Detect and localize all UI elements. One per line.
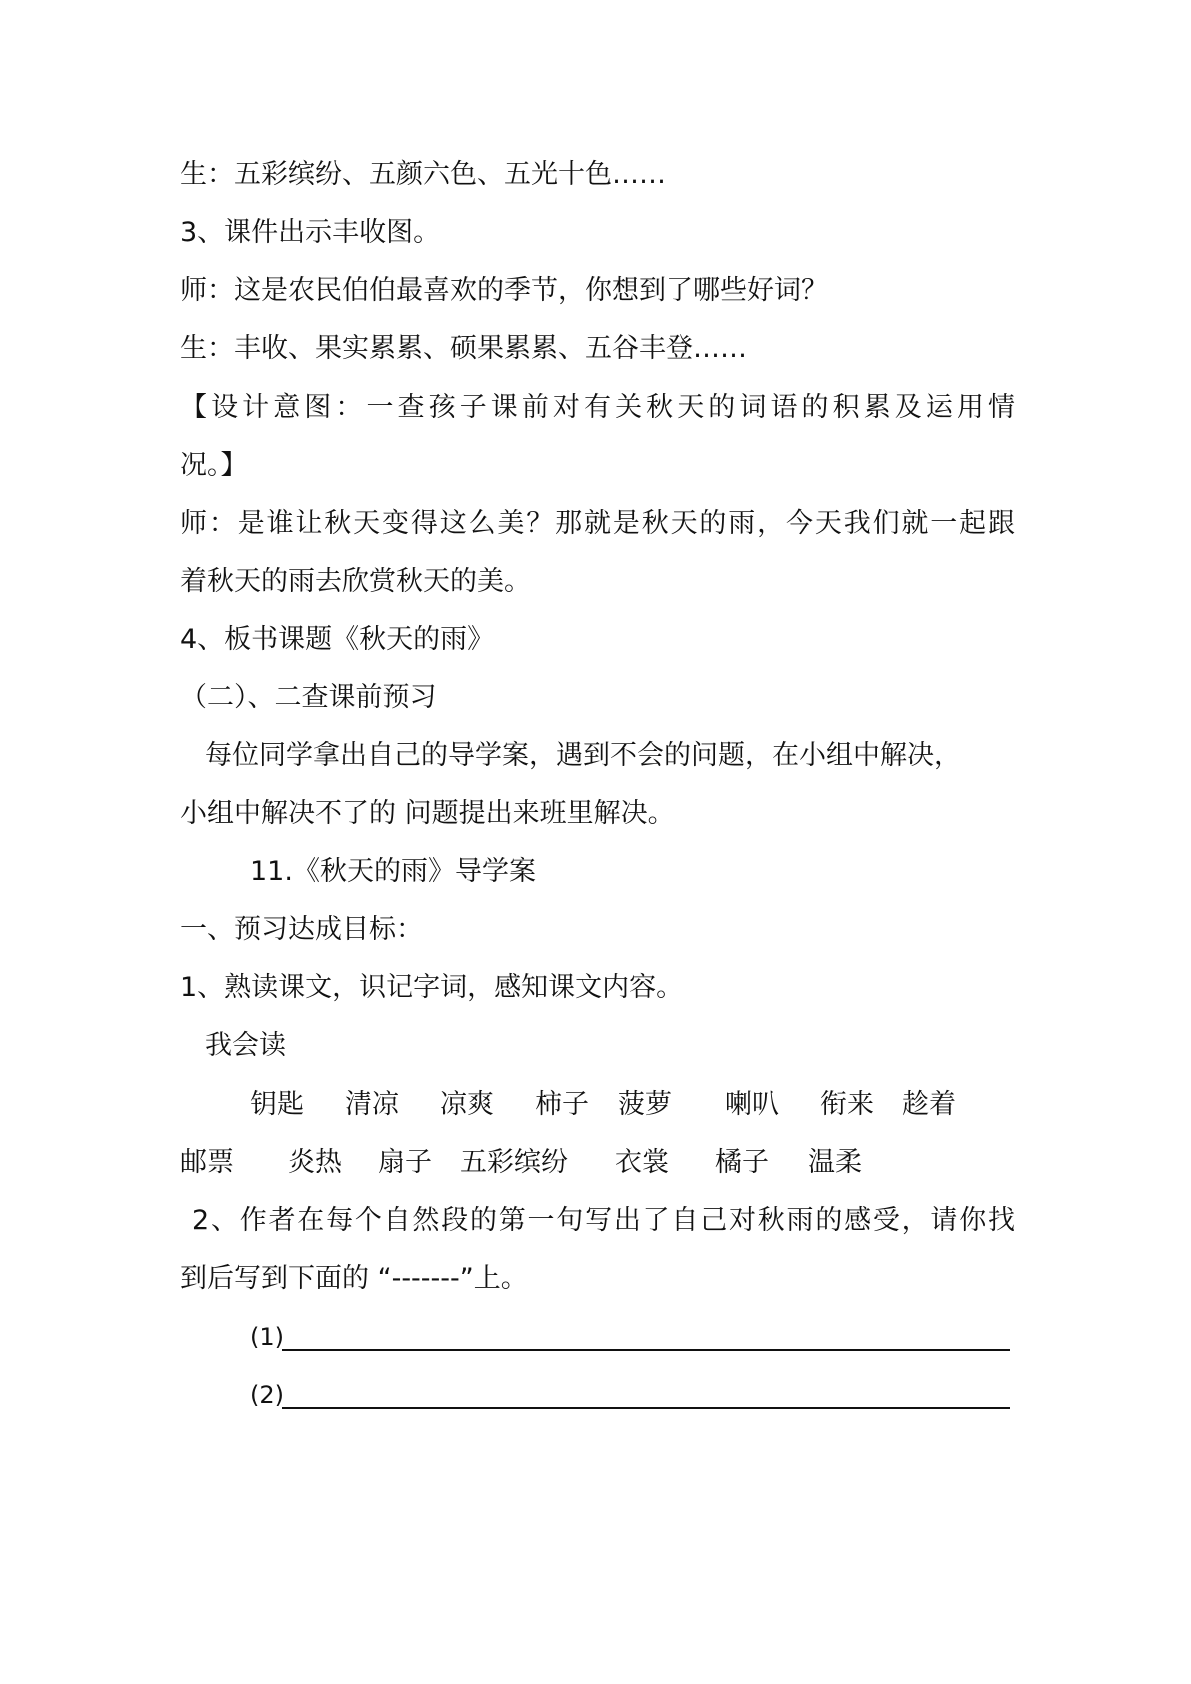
blank-label: (1) <box>250 1323 284 1351</box>
vocab-word: 炎热 <box>288 1147 342 1178</box>
vocab-row-2 <box>180 1145 1015 1181</box>
vocab-word: 邮票 <box>180 1147 234 1178</box>
teacher-question-harvest: 师：这是农民伯伯最喜欢的季节，你想到了哪些好词？ <box>180 275 828 306</box>
step-4-title: 4、板书课题《秋天的雨》 <box>180 624 495 655</box>
teacher-intro-line-2: 着秋天的雨去欣赏秋天的美。 <box>180 566 531 597</box>
goal-item-1: 1、熟读课文，识记字词，感知课文内容。 <box>180 972 684 1003</box>
vocab-word: 钥匙 <box>250 1089 304 1120</box>
vocab-word: 温柔 <box>808 1147 862 1178</box>
vocab-word: 趁着 <box>902 1089 956 1120</box>
design-intent-line-1: 【设计意图：一查孩子课前对有关秋天的词语的积累及运用情 <box>180 392 1015 423</box>
vocab-word: 柿子 <box>535 1089 589 1120</box>
answer-line-colors: 生：五彩缤纷、五颜六色、五光十色…… <box>180 159 666 190</box>
vocab-word: 凉爽 <box>440 1089 494 1120</box>
step-3-harvest-image: 3、课件出示丰收图。 <box>180 217 441 248</box>
blank-label: (2) <box>250 1381 284 1409</box>
preview-instruction-line-2: 小组中解决不了的 问题提出来班里解决。 <box>180 798 675 829</box>
vocab-word: 橘子 <box>715 1147 769 1178</box>
teacher-intro-line-1: 师：是谁让秋天变得这么美？那就是秋天的雨，今天我们就一起跟 <box>180 508 1015 539</box>
vocab-row-1 <box>180 1087 1015 1123</box>
vocab-word: 衣裳 <box>615 1147 669 1178</box>
answer-line-harvest: 生：丰收、果实累累、硕果累累、五谷丰登…… <box>180 333 747 364</box>
task-2-line-1: 2、作者在每个自然段的第一句写出了自己对秋雨的感受，请你找 <box>192 1205 1015 1236</box>
answer-blank-2[interactable] <box>250 1377 1010 1413</box>
vocab-word: 衔来 <box>820 1089 874 1120</box>
reading-heading: 我会读 <box>205 1030 286 1061</box>
vocab-word: 五彩缤纷 <box>460 1147 568 1178</box>
answer-blank-1[interactable] <box>250 1319 1010 1355</box>
section-2-heading: （二）、二查课前预习 <box>180 682 437 713</box>
design-intent-line-2: 况。】 <box>180 450 248 481</box>
preview-instruction-line-1: 每位同学拿出自己的导学案，遇到不会的问题，在小组中解决， <box>205 740 961 771</box>
vocab-word: 喇叭 <box>725 1089 779 1120</box>
blank-underline <box>282 1349 1010 1351</box>
goal-heading: 一、预习达成目标： <box>180 914 423 945</box>
blank-underline <box>282 1407 1010 1409</box>
task-2-line-2: 到后写到下面的 “-------”上。 <box>180 1263 528 1294</box>
vocab-word: 清凉 <box>345 1089 399 1120</box>
vocab-word: 扇子 <box>378 1147 432 1178</box>
guide-title: 11.《秋天的雨》导学案 <box>250 856 536 887</box>
vocab-word: 菠萝 <box>618 1089 672 1120</box>
